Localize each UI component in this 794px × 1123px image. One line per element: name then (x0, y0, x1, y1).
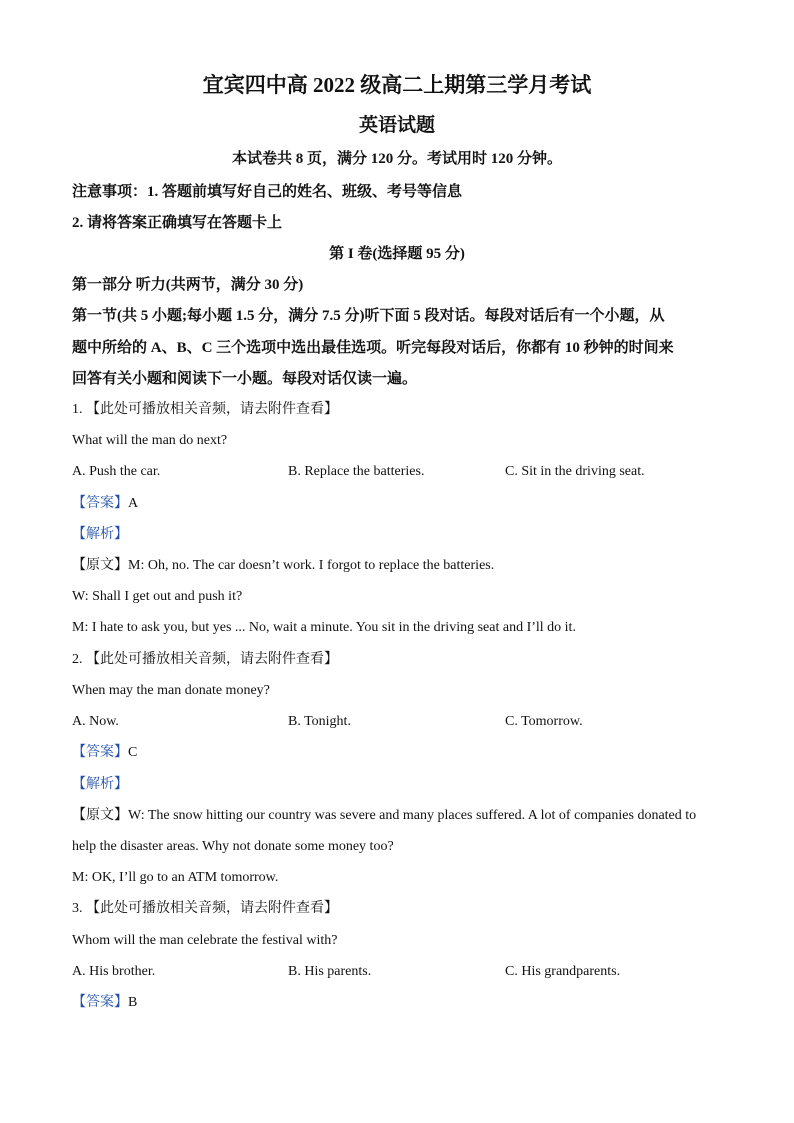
question-2-option-a: A. Now. (72, 714, 119, 729)
question-3-header: 3. 【此处可播放相关音频，请去附件查看】 (72, 901, 338, 916)
volume-heading: 第 I 卷(选择题 95 分) (329, 246, 465, 262)
question-3-answer (72, 994, 137, 1012)
answer-label: 【答案】 (72, 995, 128, 1010)
question-2-transcript-3: M: OK, I’ll go to an ATM tomorrow. (72, 870, 279, 885)
question-3-option-b: B. His parents. (288, 964, 372, 979)
question-3-option-c: C. His grandparents. (505, 964, 621, 979)
notes-line-2: 2. 请将答案正确填写在答题卡上 (72, 215, 283, 231)
answer-value: C (128, 745, 138, 760)
notes-line-1: 注意事项：1. 答题前填写好自己的姓名、班级、考号等信息 (72, 184, 463, 200)
part-heading: 第一部分 听力(共两节，满分 30 分) (72, 277, 304, 293)
exam-info: 本试卷共 8 页，满分 120 分。考试用时 120 分钟。 (231, 151, 562, 167)
question-3-stem: Whom will the man celebrate the festival with? (72, 933, 338, 948)
exam-title: 宜宾四中高 2022 级高二上期第三学月考试 (202, 73, 592, 97)
question-2-analysis-label: 【解析】 (72, 777, 128, 792)
question-1-transcript-2: W: Shall I get out and push it? (72, 589, 243, 604)
question-1-header: 1. 【此处可播放相关音频，请去附件查看】 (72, 402, 338, 417)
answer-value: A (128, 496, 139, 511)
question-1-transcript-3: M: I hate to ask you, but yes ... No, wait a minute. You sit in the driving seat and I’ll do it. (72, 620, 576, 635)
answer-label: 【答案】 (72, 745, 128, 760)
instructions-line-1: 第一节(共 5 小题;每小题 1.5 分，满分 7.5 分)听下面 5 段对话。每段对话后有一个小题，从 (72, 308, 665, 324)
original-label: 【原文】 (72, 808, 128, 823)
question-2-header: 2. 【此处可播放相关音频，请去附件查看】 (72, 652, 338, 667)
transcript-text: W: The snow hitting our country was severe and many places suffered. A lot of companies donated to (128, 808, 697, 823)
question-2-answer (72, 744, 137, 762)
question-1-option-c: C. Sit in the driving seat. (505, 464, 645, 479)
question-1-answer (72, 495, 138, 513)
question-2-transcript-1 (72, 807, 696, 825)
question-2-option-c: C. Tomorrow. (505, 714, 583, 729)
question-2-option-b: B. Tonight. (288, 714, 351, 729)
original-label: 【原文】 (72, 558, 128, 573)
question-1-option-a: A. Push the car. (72, 464, 161, 479)
instructions-line-3: 回答有关小题和阅读下一小题。每段对话仅读一遍。 (72, 371, 418, 387)
transcript-text: M: Oh, no. The car doesn’t work. I forgot to replace the batteries. (128, 558, 495, 573)
question-1-transcript-1 (72, 557, 494, 575)
question-1-analysis-label: 【解析】 (72, 527, 128, 542)
question-2-transcript-2: help the disaster areas. Why not donate some money too? (72, 839, 394, 854)
instructions-line-2: 题中所给的 A、B、C 三个选项中选出最佳选项。听完每段对话后，你都有 10 秒钟的时间来 (72, 340, 674, 356)
question-2-stem: When may the man donate money? (72, 683, 270, 698)
subject-title: 英语试题 (358, 115, 435, 136)
question-1-stem: What will the man do next? (72, 433, 228, 448)
question-1-option-b: B. Replace the batteries. (288, 464, 425, 479)
answer-value: B (128, 995, 138, 1010)
answer-label: 【答案】 (72, 496, 128, 511)
question-3-option-a: A. His brother. (72, 964, 156, 979)
